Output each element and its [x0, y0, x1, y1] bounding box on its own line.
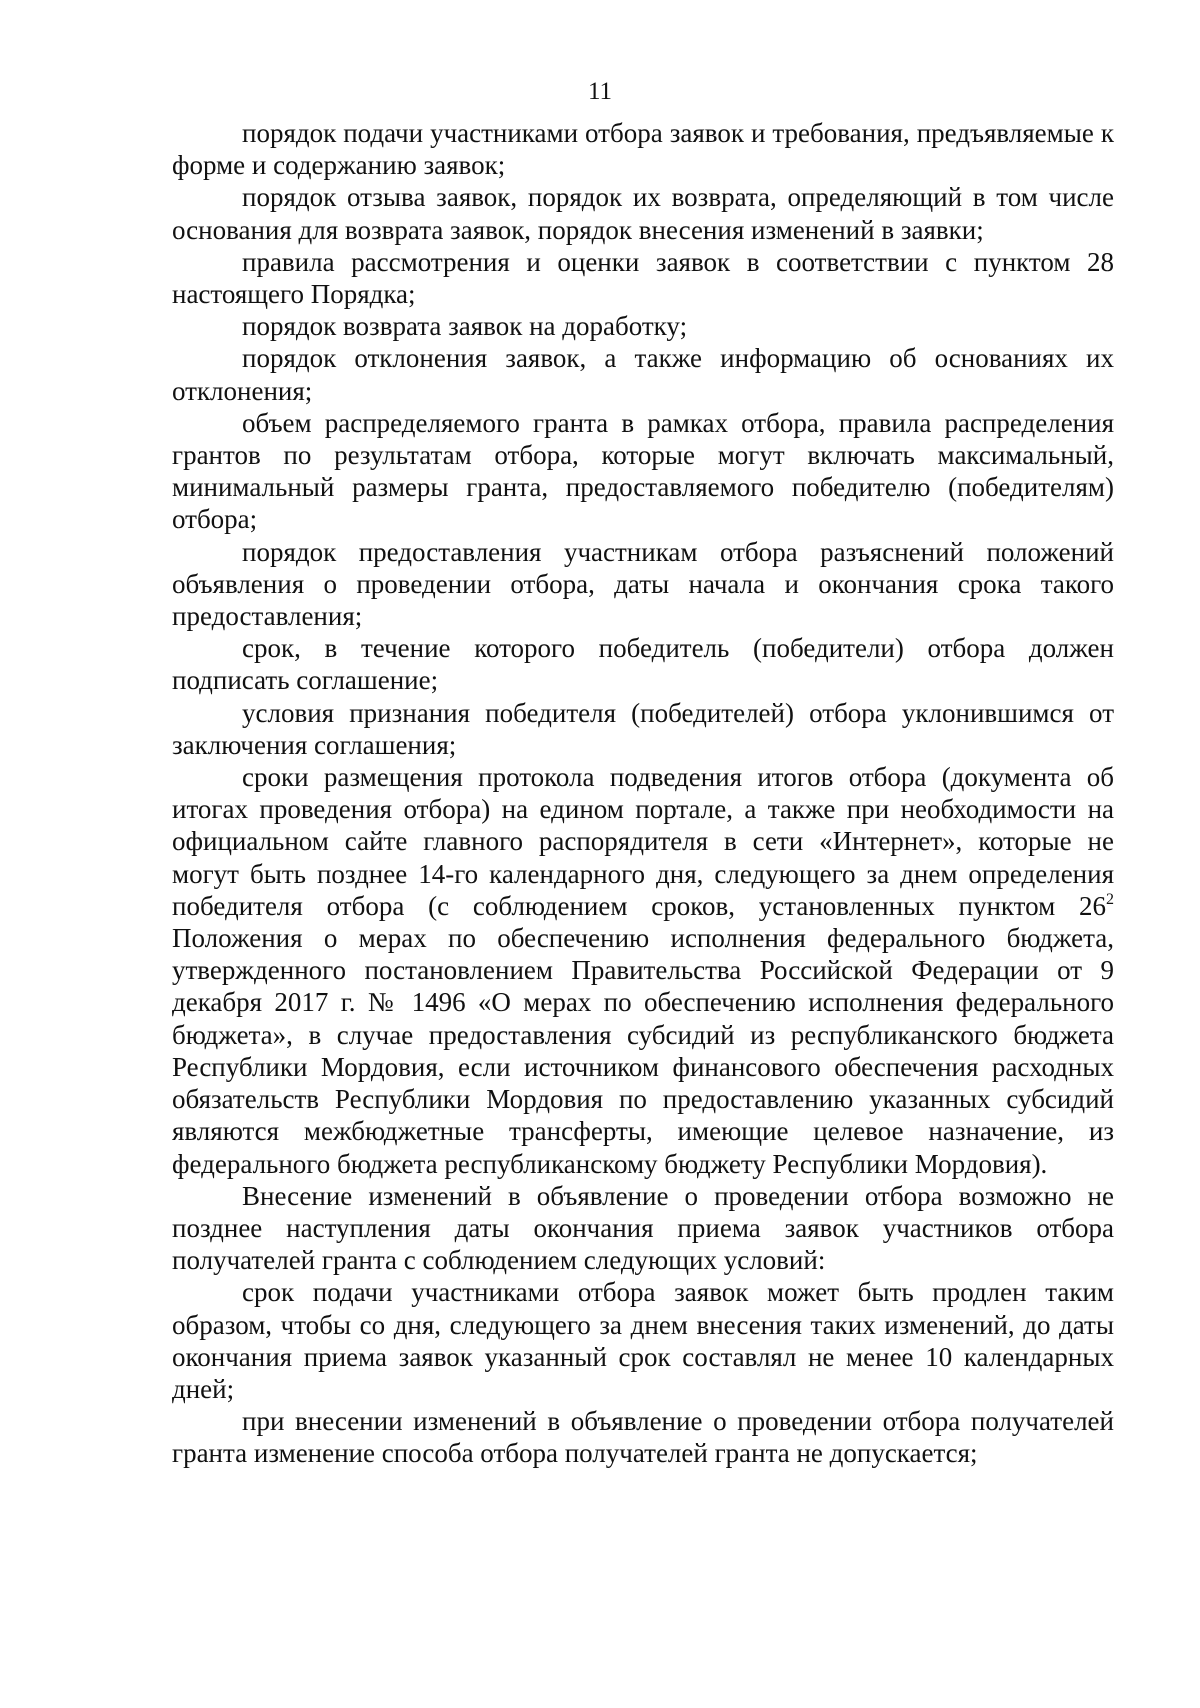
superscript-marker: 2 — [1106, 890, 1114, 908]
paragraph-protocol-publication — [172, 761, 1114, 1180]
paragraph-review-rules: правила рассмотрения и оценки заявок в соответствии с пунктом 28 настоящего Порядка; — [172, 246, 1114, 310]
document-body — [172, 117, 1114, 1470]
paragraph-rejection-order: порядок отклонения заявок, а также информацию об основаниях их отклонения; — [172, 343, 1114, 406]
protocol-text-after: Положения о мерах по обеспечению исполнения федерального бюджета, утвержденного постановлением Правительства Российской Федерации от 9 декабря 2017 г. № 1496 «О мерах по обеспечению исполнения федерального бюджета», в случае предоставления субсидий из республиканского бюджета Республики Мордовия, если источником финансового обеспечения расходных обязательств Республики Мордовия по предоставлению указанных субсидий являются межбюджетные трансферты, имеющие целевое назначение, из федерального бюджета республиканскому бюджету Республики Мордовия). — [172, 923, 1114, 1179]
page-number: 11 — [587, 78, 613, 105]
paragraph-return-for-revision: порядок возврата заявок на доработку; — [242, 311, 688, 342]
paragraph-withdrawal-order: порядок отзыва заявок, порядок их возврата, определяющий в том числе основания для возврата заявок, порядок внесения изменений в заявки; — [172, 182, 1114, 245]
paragraph-deadline-extension: срок подачи участниками отбора заявок может быть продлен таким образом, чтобы со дня, следующего за днем внесения таких изменений, до даты окончания приема заявок указанный срок составлял не менее 10 календарных дней; — [172, 1277, 1114, 1404]
paragraph-grant-volume: объем распределяемого гранта в рамках отбора, правила распределения грантов по результатам отбора, которые могут включать максимальный, минимальный размеры гранта, предоставляемого победителю (победителям) отбора; — [172, 407, 1114, 535]
paragraph-clarifications: порядок предоставления участникам отбора разъяснений положений объявления о проведении отбора, даты начала и окончания срока такого предоставления; — [172, 536, 1114, 632]
paragraph-submission-order: порядок подачи участниками отбора заявок и требования, предъявляемые к форме и содержанию заявок; — [172, 118, 1114, 181]
paragraph-announcement-changes: Внесение изменений в объявление о проведении отбора возможно не позднее наступления даты окончания приема заявок участников отбора получателей гранта с соблюдением следующих условий: — [172, 1180, 1114, 1276]
paragraph-agreement-deadline: срок, в течение которого победитель (победители) отбора должен подписать соглашение; — [172, 633, 1114, 696]
protocol-text-before: сроки размещения протокола подведения итогов отбора (документа об итогах проведения отбора) на едином портале, а также при необходимости на официальном сайте главного распорядителя в сети «Интернет», которые не могут быть позднее 14-го календарного дня, следующего за днем определения победителя отбора (с соблюдением сроков, установленных пунктом 26 — [172, 762, 1114, 921]
paragraph-method-change-prohibited: при внесении изменений в объявление о проведении отбора получателей гранта изменение способа отбора получателей гранта не допускается; — [172, 1406, 1114, 1469]
paragraph-evasion-conditions: условия признания победителя (победителей) отбора уклонившимся от заключения соглашения; — [172, 697, 1114, 760]
